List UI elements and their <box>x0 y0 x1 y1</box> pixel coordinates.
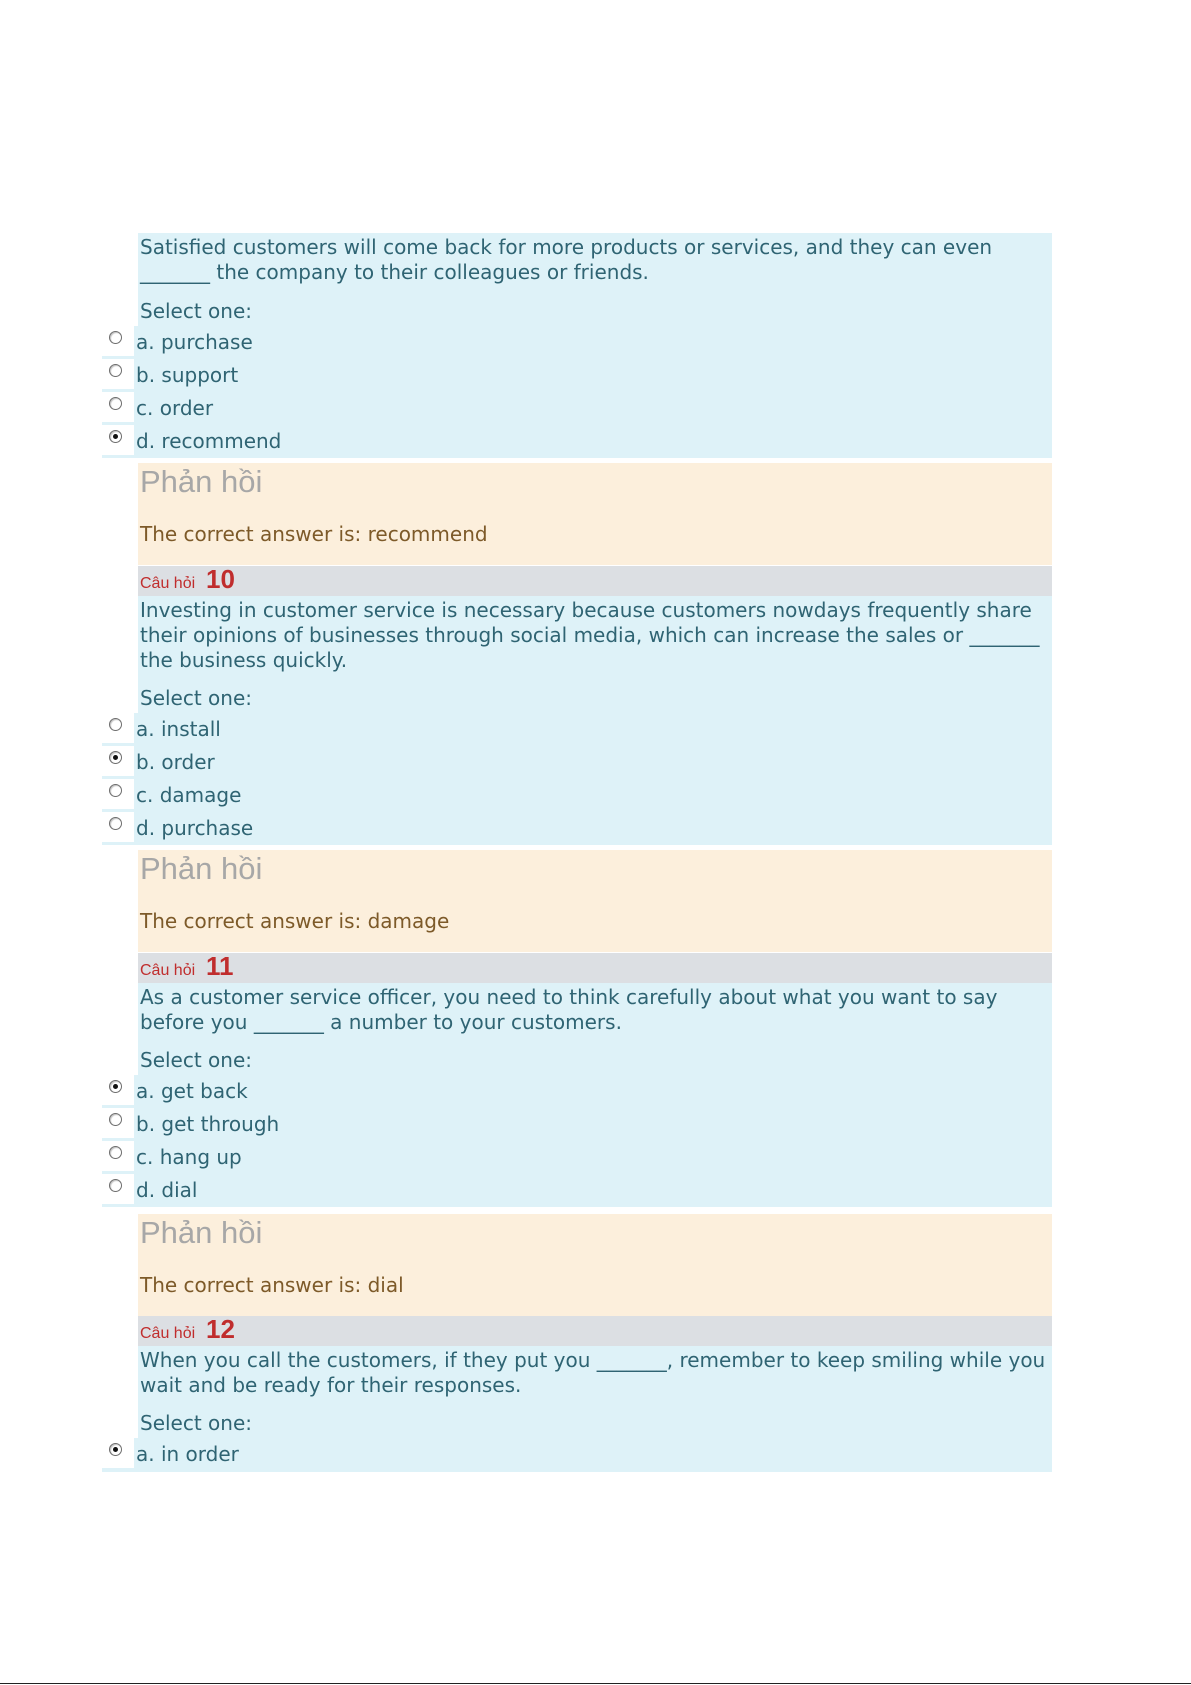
radio-button[interactable] <box>102 713 134 743</box>
radio-button[interactable] <box>102 1075 134 1105</box>
radio-button[interactable] <box>102 425 134 455</box>
question-11-header <box>138 953 1052 983</box>
radio-button[interactable] <box>102 359 134 389</box>
feedback-correct-answer: The correct answer is: recommend <box>140 522 488 546</box>
question-label: Câu hỏi <box>140 575 196 592</box>
question-9-feedback <box>138 463 1052 565</box>
page-bottom-divider <box>0 1683 1191 1684</box>
question-label: Câu hỏi <box>140 1325 196 1342</box>
option-label: c. order <box>136 396 214 420</box>
q10-option-a[interactable] <box>102 713 1052 746</box>
radio-button[interactable] <box>102 392 134 422</box>
option-label: a. in order <box>136 1442 239 1466</box>
q9-option-c[interactable] <box>102 392 1052 425</box>
radio-button[interactable] <box>102 812 134 842</box>
question-11-text: As a customer service officer, you need to think carefully about what you want to say before you _______ a number to your customers. <box>138 983 1052 1042</box>
option-label: d. purchase <box>136 816 254 840</box>
question-12-select-label: Select one: <box>138 1405 1052 1441</box>
question-10-text: Investing in customer service is necessary because customers nowdays frequently share their opinions of businesses through social media, which can increase the sales or _______ the business quickly. <box>138 596 1052 680</box>
option-label: c. hang up <box>136 1145 242 1169</box>
q11-option-d[interactable] <box>102 1174 1052 1207</box>
question-11-feedback <box>138 1214 1052 1316</box>
option-label: b. support <box>136 363 239 387</box>
q10-option-c[interactable] <box>102 779 1052 812</box>
question-number: 11 <box>206 951 234 981</box>
feedback-title: Phản hồi <box>140 1215 263 1250</box>
question-11-select-label: Select one: <box>138 1042 1052 1078</box>
radio-button[interactable] <box>102 1438 134 1468</box>
question-number: 12 <box>206 1314 235 1344</box>
q10-option-d[interactable] <box>102 812 1052 845</box>
feedback-correct-answer: The correct answer is: dial <box>140 1273 404 1297</box>
question-9-select-label: Select one: <box>138 293 1052 329</box>
radio-button[interactable] <box>102 1141 134 1171</box>
q9-option-d[interactable] <box>102 425 1052 458</box>
radio-button[interactable] <box>102 1174 134 1204</box>
option-label: d. dial <box>136 1178 198 1202</box>
feedback-title: Phản hồi <box>140 464 263 499</box>
question-10-select-label: Select one: <box>138 680 1052 716</box>
option-label: a. get back <box>136 1079 248 1103</box>
option-label: a. purchase <box>136 330 253 354</box>
q11-option-c[interactable] <box>102 1141 1052 1174</box>
radio-button[interactable] <box>102 779 134 809</box>
question-10-feedback <box>138 850 1052 952</box>
question-label: Câu hỏi <box>140 962 196 979</box>
feedback-title: Phản hồi <box>140 851 263 886</box>
question-12-text: When you call the customers, if they put you _______, remember to keep smiling while you wait and be ready for their responses. <box>138 1346 1052 1405</box>
option-label: d. recommend <box>136 429 282 453</box>
question-10-header <box>138 566 1052 596</box>
question-12-header <box>138 1316 1052 1346</box>
option-label: a. install <box>136 717 221 741</box>
q9-option-a[interactable] <box>102 326 1052 359</box>
q10-option-b[interactable] <box>102 746 1052 779</box>
question-9-text: Satisfied customers will come back for more products or services, and they can even _______ the company to their colleagues or friends. <box>138 233 1052 293</box>
q9-option-b[interactable] <box>102 359 1052 392</box>
q11-option-b[interactable] <box>102 1108 1052 1141</box>
radio-button[interactable] <box>102 1108 134 1138</box>
q12-option-a[interactable] <box>102 1438 1052 1472</box>
option-label: c. damage <box>136 783 242 807</box>
option-label: b. get through <box>136 1112 280 1136</box>
option-label: b. order <box>136 750 215 774</box>
feedback-correct-answer: The correct answer is: damage <box>140 909 450 933</box>
radio-button[interactable] <box>102 746 134 776</box>
question-number: 10 <box>206 564 235 594</box>
radio-button[interactable] <box>102 326 134 356</box>
q11-option-a[interactable] <box>102 1075 1052 1108</box>
